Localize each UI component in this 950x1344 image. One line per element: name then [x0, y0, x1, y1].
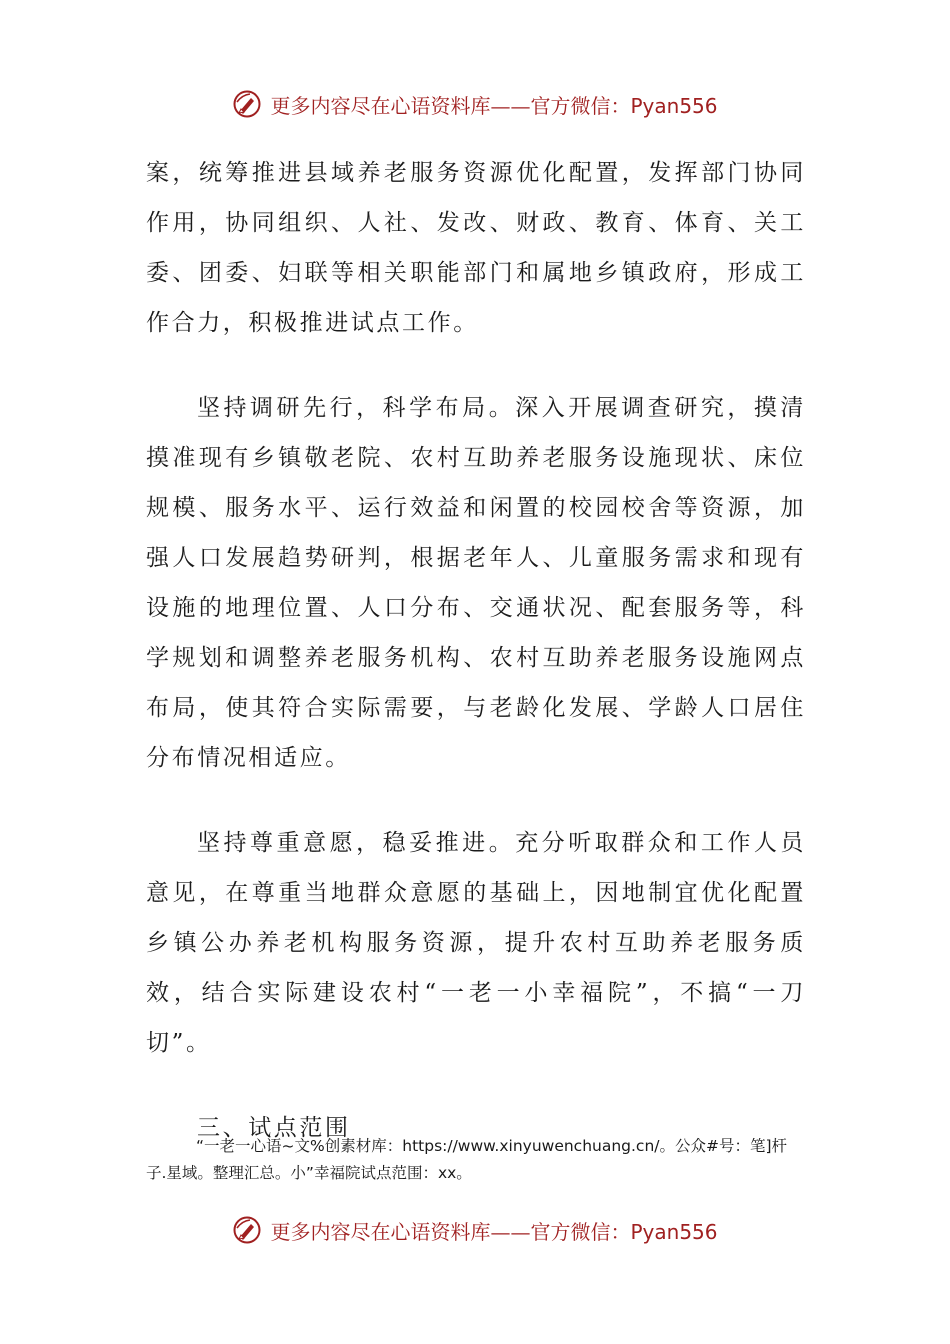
footnote: “一老一心语~文%创素材库：https://www.xinyuwenchuang.cn/。公众#号：笔]杆子.星域。整理汇总。小”幸福院试点范围：xx。: [146, 1137, 788, 1182]
pen-nib-logo-icon: [232, 1215, 262, 1245]
footer-banner-text: 更多内容尽在心语资料库——官方微信：Pyan556: [270, 1219, 718, 1244]
document-body: [146, 148, 806, 1153]
footer-banner: [0, 1208, 950, 1252]
wechat-id: Pyan556: [630, 93, 718, 118]
paragraph-continued: 案，统筹推进县域养老服务资源优化配置，发挥部门协同作用，协同组织、人社、发改、财政、教育、体育、关工委、团委、妇联等相关职能部门和属地乡镇政府，形成工作合力，积极推进试点工作。: [146, 160, 806, 336]
paragraph-respect-wishes: 坚持尊重意愿，稳妥推进。充分听取群众和工作人员意见，在尊重当地群众意愿的基础上，因地制宜优化配置乡镇公办养老机构服务资源，提升农村互助养老服务质效，结合实际建设农村“一老一小幸福院”，不搞“一刀切”。: [146, 830, 806, 1056]
wechat-id: Pyan556: [630, 1219, 718, 1244]
header-banner-text: 更多内容尽在心语资料库——官方微信：Pyan556: [270, 93, 718, 118]
pen-nib-logo-icon: [232, 89, 262, 119]
section-heading: 三、试点范围: [197, 1115, 351, 1141]
paragraph-research-first: 坚持调研先行，科学布局。深入开展调查研究，摸清摸准现有乡镇敬老院、农村互助养老服务设施现状、床位规模、服务水平、运行效益和闲置的校园校舍等资源，加强人口发展趋势研判，根据老年人、儿童服务需求和现有设施的地理位置、人口分布、交通状况、配套服务等，科学规划和调整养老服务机构、农村互助养老服务设施网点布局，使其符合实际需要，与老龄化发展、学龄人口居住分布情况相适应。: [146, 395, 806, 771]
header-banner: [0, 82, 950, 126]
